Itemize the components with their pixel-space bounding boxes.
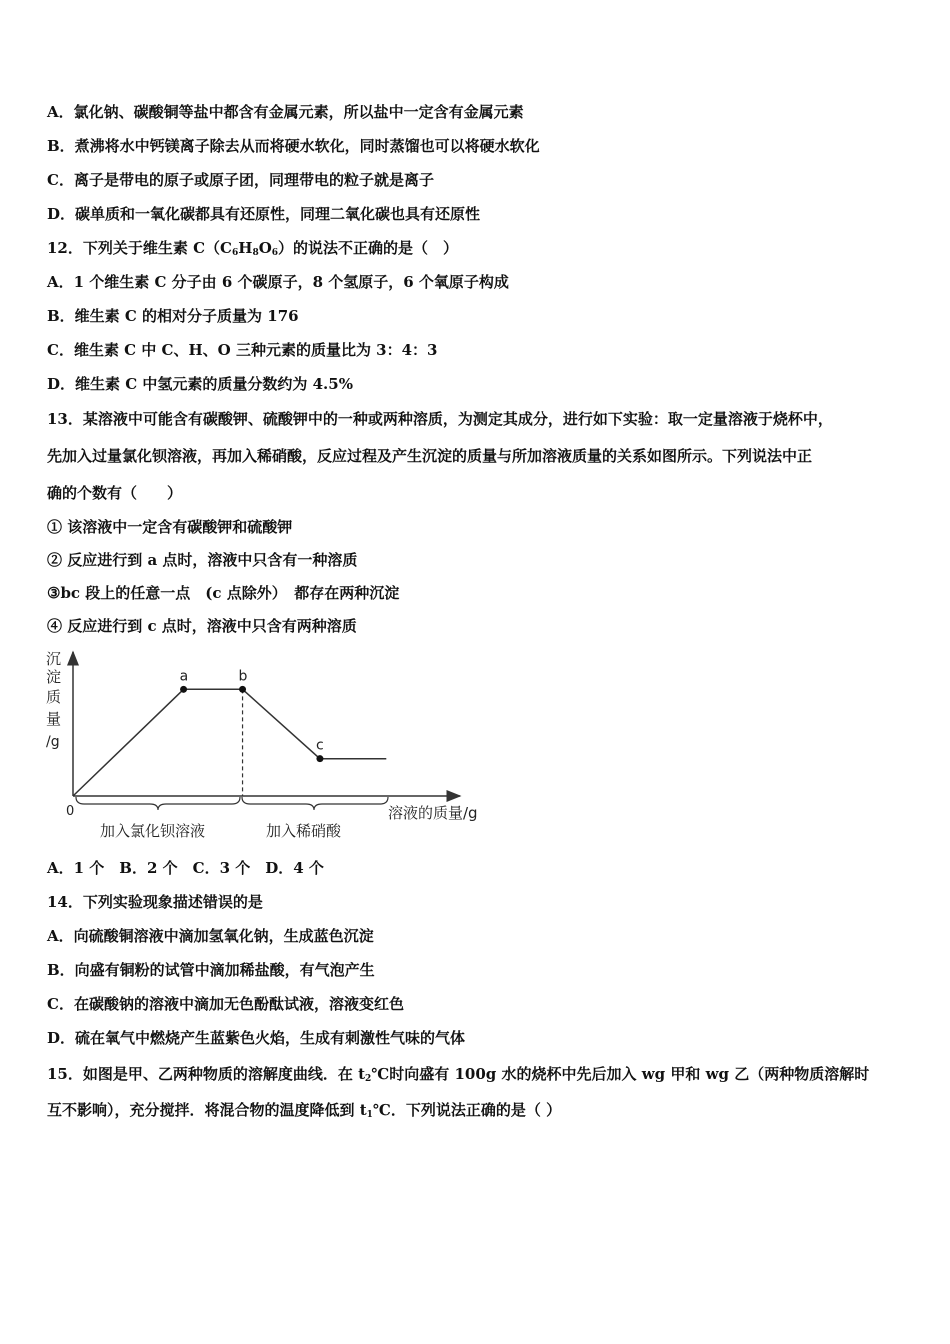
segment-label-barium-chloride: 加入氯化钡溶液 — [100, 822, 206, 840]
q11-option-a: A．氯化钠、碳酸铜等盐中都含有金属元素，所以盐中一定含有金属元素 — [47, 103, 524, 121]
point-layer — [180, 668, 324, 762]
point-b — [239, 686, 246, 693]
q11-option-d: D．碳单质和一氧化碳都具有还原性，同理二氧化碳也具有还原性 — [47, 205, 481, 223]
q13-statement-3: ③bc 段上的任意一点 (c 点除外） 都存在两种沉淀 — [47, 584, 400, 602]
precipitate-curve — [73, 689, 386, 796]
q13-options: A．1 个 B．2 个 C．3 个 D．4 个 — [47, 859, 324, 877]
brace-barium-chloride — [76, 797, 240, 810]
q11-option-b: B．煮沸将水中钙镁离子除去从而将硬水软化，同时蒸馏也可以将硬水软化 — [47, 137, 540, 155]
q14-option-d: D．硫在氧气中燃烧产生蓝紫色火焰，生成有刺激性气味的气体 — [47, 1029, 466, 1047]
point-a — [180, 686, 187, 693]
q15-stem-line-1: 15．如图是甲、乙两种物质的溶解度曲线．在 $t_2℃$时向盛有 100g 水的烧杯中先后加入 wg 甲和 wg 乙（两种物质溶解时 — [47, 1065, 870, 1084]
point-label-a: a — [179, 668, 189, 685]
y-axis-label-char: 沉 — [46, 650, 62, 668]
q13-stem-line-2: 先加入过量氯化钡溶液，再加入稀硝酸，反应过程及产生沉淀的质量与所加溶液质量的关系如图所示。下列说法中正 — [47, 447, 813, 465]
q14-option-a: A．向硫酸铜溶液中滴加氢氧化钠，生成蓝色沉淀 — [47, 927, 374, 945]
q12-stem: 12．下列关于维生素 $C(C_6H_8O_6)$的说法不正确的是（ ） — [47, 239, 459, 258]
q13-statement-2: ② 反应进行到 a 点时，溶液中只含有一种溶质 — [47, 551, 358, 569]
segment-label-nitric-acid: 加入稀硝酸 — [266, 822, 342, 840]
q14-stem: 14．下列实验现象描述错误的是 — [47, 893, 263, 911]
q12-option-b: B．维生素 C 的相对分子质量为 176 — [47, 307, 299, 325]
y-axis-label-char: 淀 — [46, 668, 62, 686]
q13-statement-4: ④ 反应进行到 c 点时，溶液中只含有两种溶质 — [47, 617, 357, 635]
q12-option-a: A．1 个维生素 C 分子由 6 个碳原子，8 个氢原子，6 个氧原子构成 — [47, 273, 509, 291]
y-axis-label-char: 量 — [46, 710, 62, 728]
precipitate-mass-chart — [40, 644, 500, 844]
q12-option-c: C．维生素 C 中 C、H、O 三种元素的质量比为 3：4：3 — [47, 341, 438, 359]
y-axis-label-char: /g — [46, 734, 60, 750]
q14-option-b: B．向盛有铜粉的试管中滴加稀盐酸，有气泡产生 — [47, 961, 375, 979]
q12-option-d: D．维生素 C 中氢元素的质量分数约为 4.5% — [47, 375, 353, 393]
brace-nitric-acid — [242, 797, 388, 810]
point-label-c: c — [315, 737, 324, 754]
q13-stem-line-3: 确的个数有（ ） — [47, 484, 183, 502]
q13-statement-1: ① 该溶液中一定含有碳酸钾和硫酸钾 — [47, 518, 293, 536]
q14-option-c: C．在碳酸钠的溶液中滴加无色酚酞试液，溶液变红色 — [47, 995, 404, 1013]
q11-option-c: C．离子是带电的原子或原子团，同理带电的粒子就是离子 — [47, 171, 434, 189]
point-label-b: b — [238, 668, 248, 685]
q15-stem-line-2: 互不影响），充分搅拌．将混合物的温度降低到 $t_1℃$．下列说法正确的是（ ） — [47, 1101, 562, 1120]
x-axis-label: 溶液的质量/g — [388, 804, 478, 822]
point-c — [316, 755, 323, 762]
q13-stem-line-1: 13．某溶液中可能含有碳酸钾、硫酸钾中的一种或两种溶质，为测定其成分，进行如下实验：取一定量溶液于烧杯中， — [47, 410, 833, 428]
origin-label: 0 — [66, 804, 75, 819]
y-axis-label-char: 质 — [46, 688, 62, 706]
